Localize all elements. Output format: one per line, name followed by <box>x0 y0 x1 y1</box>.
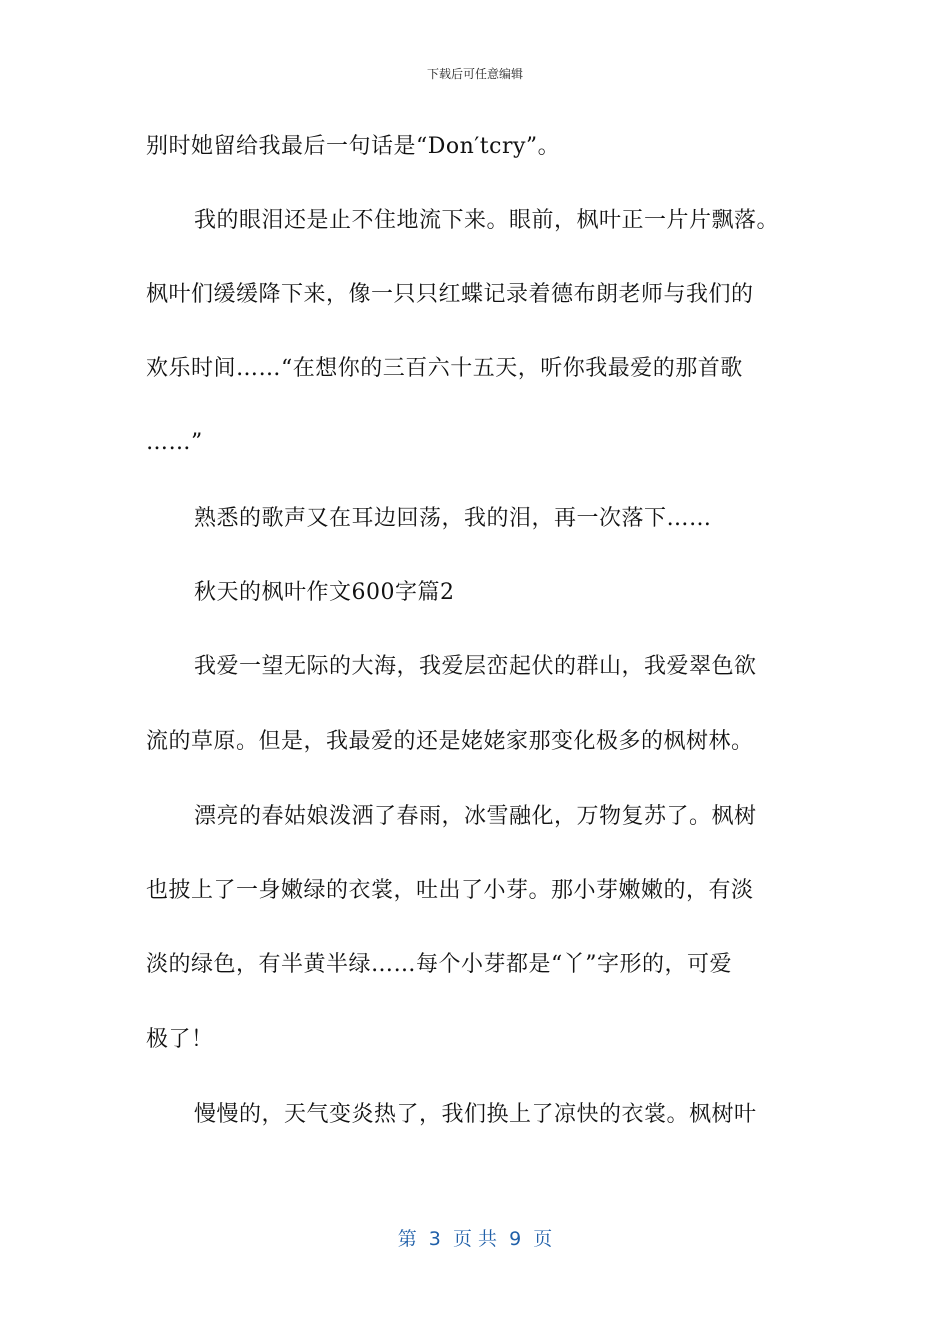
text-line: 别时她留给我最后一句话是“Don′tcry”。 <box>146 134 561 159</box>
text-line: 我爱一望无际的大海，我爱层峦起伏的群山，我爱翠色欲 <box>194 654 757 679</box>
text-line: 也披上了一身嫩绿的衣裳，吐出了小芽。那小芽嫩嫩的，有淡 <box>146 878 754 903</box>
text-line: 我的眼泪还是止不住地流下来。眼前，枫叶正一片片飘落。 <box>194 208 780 233</box>
text-line: ……” <box>146 430 203 455</box>
section-heading: 秋天的枫叶作文600字篇2 <box>194 580 455 605</box>
text-line: 熟悉的歌声又在耳边回荡，我的泪，再一次落下…… <box>194 506 712 531</box>
text-line: 极了！ <box>146 1027 214 1052</box>
text-line: 枫叶们缓缓降下来，像一只只红蝶记录着德布朗老师与我们的 <box>146 282 754 307</box>
text-line: 漂亮的春姑娘泼洒了春雨，冰雪融化，万物复苏了。枫树 <box>194 804 757 829</box>
text-line: 慢慢的，天气变炎热了，我们换上了凉快的衣裳。枫树叶 <box>194 1102 757 1127</box>
page-number-footer: 第 3 页 共 9 页 <box>397 1228 553 1250</box>
text-line: 流的草原。但是，我最爱的还是姥姥家那变化极多的枫树林。 <box>146 729 754 754</box>
page-header: 下载后可任意编辑 <box>426 67 523 81</box>
text-line: 欢乐时间……“在想你的三百六十五天，听你我最爱的那首歌 <box>146 356 743 381</box>
text-line: 淡的绿色，有半黄半绿……每个小芽都是“丫”字形的，可爱 <box>146 952 732 977</box>
